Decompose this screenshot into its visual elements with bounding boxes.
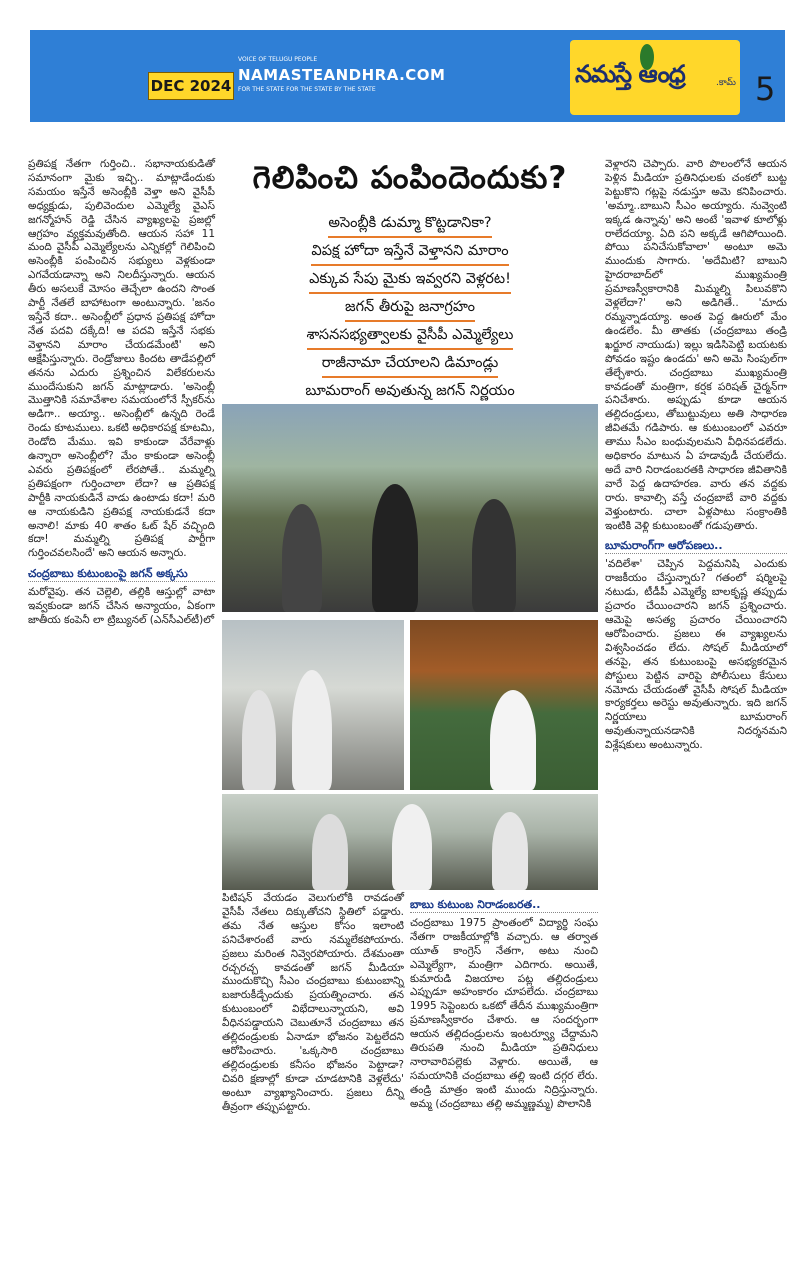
photo-figure: [312, 814, 348, 890]
photo-figure: [372, 484, 418, 612]
article-column-4: [605, 158, 787, 753]
photo-figure: [490, 690, 536, 790]
section-subhead: బాబు కుటుంబ నిరాడంబరత..: [410, 898, 598, 913]
photo-figure: [242, 690, 276, 790]
photo-figure: [282, 504, 322, 612]
photo-figure: [392, 804, 432, 890]
logo-text: నమస్తే ఆంధ్ర: [575, 60, 685, 88]
headline: గెలిపించి పంపిందెందుకు?: [252, 160, 568, 196]
photo-figure: [472, 499, 516, 612]
article-paragraph: చంద్రబాబు 1975 ప్రాంతంలో విద్యార్థి సంఘ నేతగా రాజకీయాల్లోకి వచ్చారు. ఆ తర్వాత యూత్ కాంగ్రెస్ నేతగా, అటు నుంచి ఎమ్మెల్యేగా, మంత్రిగా ఎదిగారు. అయితే, కుమారుడి విజయాల పట్ల తల్లిదండ్రులు ఎప్పుడూ అహంకారం చూపలేదు. చంద్రబాబు 1995 సెప్టెంబరు ఒకటో తేదీన ముఖ్యమంత్రిగా ప్రమాణస్వీకారం చేశారు. ఆ సందర్భంగా ఆయన తల్లిదండ్రులను ఇంటర్వ్యూ చేద్దామని తిరుపతి నుంచి మీడియా ప్రతినిధులు నారావారిపల్లెకు వెళ్లారు. అయితే, ఆ సమయానికి చంద్రబాబు తల్లి ఇంటి దగ్గర లేరు. తండ్రి మాత్రం ఇంటి ముందు నిద్రిస్తున్నారు. అమ్మ (చంద్రబాబు తల్లి అమ్మణ్ణమ్మ) పొలానికి: [410, 916, 598, 1110]
photo-figure: [292, 670, 332, 790]
photo-leader-walk: [222, 620, 404, 790]
article-paragraph: వెళ్లారని చెప్పారు. వారి పొలంలోనే ఆయన పెళ్లిన మీడియా ప్రతినిధులకు చంకలో బుట్ట పెట్టుకొని గట్లపై నడుస్తూ అమె కనిపించారు. 'అమ్మా..బాబుని సీఎం అయ్యారు. నువ్వెంటి ఇక్కడ ఉన్నావు' అని అంటే 'ఇవాళ కూలోళ్లు రాలేదయ్యా. ఏది పని అక్కడే ఆగిపోయింది. పోయి పనిచేసుకోవాలా' అంటూ అమె ముందుకు సాగారు. 'అదేమిటి? బాబుని హైదరాబాద్‌లో ముఖ్యమంత్రి ప్రమాణస్వీకారానికి మిమ్మల్ని పిలువకొని వెళ్లలేదా?' అని అడిగితే.. 'మాదు రమ్మన్నాడయ్యా. అంత పెద్ద ఊరులో మేం ఉండలేం. మీ తాతకు (చంద్రబాబు తండ్రి ఖర్జూర నాయుడు) ఇల్లు ఇడిసిపెట్టి బయటకు పోవడం ఇష్టం ఉండదు' అని అమె సింపుల్‌గా తేల్చేశారు. చంద్రబాబు ముఖ్యమంత్రి కావడంతో మంత్రిగా, కర్షక పరిషత్ చైర్మన్‌గా పనిచేశారు. అప్పుడు కూడా ఆయన తల్లిదండ్రులు, తోబుట్టువులు అతి సాధారణ జీవితమే గడిపారు. ఆ కుటుంబంలో ఎవరూ తాము సీఎం బంధువులమని వీధినపడలేదు. అధికారం మాటున ఏ హడావుడీ చేయలేదు. అదే వారి నిరాడంబరతకి సాధారణ జీవితానికి వారే పెద్ద ఉదాహరణ. వారు తన వద్దకు రారు. కావాల్సి వస్తే చంద్రబాబే వారి వద్దకు వెళ్తుంటారు. చాలా ఏళ్లపాటు సంక్రాంతికి ఇంటికి వెళ్లి కుటుంబంతో గడుపుతారు.: [605, 158, 787, 532]
article-paragraph: ప్రతిపక్ష నేతగా గుర్తించి.. సభానాయకుడితో సమానంగా మైకు ఇచ్చి.. మాట్లాడేందుకు సమయం ఇస్తేనే అసెంబ్లీకి వెళ్తా అని వైసీపీ అధ్యక్షుడు, పులివెందుల ఎమ్మెల్యే వైఎస్ జగన్మోహన్ రెడ్డి చేసిన వ్యాఖ్యలపై ప్రజల్లో ఆగ్రహం వ్యక్తమవుతోంది. ఆయన సహా 11 మంది వైసీపీ ఎమ్మెల్యేలను ఎన్నికల్లో గెలిపించి అసెంబ్లీకి పంపించిన సభ్యులు వెళ్లకుండా ఎగవేయడాన్నా అని నిలదీస్తున్నారు. ఆయన తీరు అసలుకే మోసం తెచ్చేలా ఉందని సొంత పార్టీ నేతలే బాహాటంగా అంటున్నారు. 'జనం ఇస్తేనే కదా.. అసెంబ్లీలో ప్రధాన ప్రతిపక్ష హోదా నేత పదవి దక్కేది! ఆ పదవి ఇస్తేనే సభకు వెళ్తానని మారాం చేయడమేంటి' అని ఆక్షేపిస్తున్నారు. రెండ్రోజులు కిందట తాడేపల్లిలో తనను ఎదురు ప్రశ్నించిన విలేకరులను ముందేసుకుని జగన్ మాట్లాడారు. 'అసెంబ్లీ మొత్తానికి సమావేశాల సమయంలోనే స్పీకర్‌ను అడిగా.. అయ్యా.. అసెంబ్లీలో ఉన్నది రెండే రెండు కూటములు. ఒకటి అధికారపక్ష కూటమి, రెండోది మేము. ఇవి కాకుండా వేరేవాళ్లు ఉన్నారా అసెంబ్లీలో? మేం కాకుండా అసెంబ్లీ ఎవరు ప్రతిపక్షంలో లేరపోతే.. మమ్మల్ని ప్రతిపక్షంగా గుర్తించాలా లేదా? ఆ ప్రతిపక్ష పార్టీకి నాయకుడినే వాడు ఉంటాడు కదా! మరి ఆ నాయకుడిని ప్రతిపక్ష నాయకుడనే కదా అనాలి! మాకు 40 శాతం ఓట్ షేర్ వచ్చింది కదా! మమ్మల్ని ప్రతిపక్ష పార్టీగా గుర్తించవలసిందే' అని ఆయన అన్నారు.: [28, 158, 215, 560]
photo-crowd-assembly: [222, 404, 598, 612]
deck-line: అసెంబ్లీకి డుమ్మా కొట్టడానికా?: [328, 212, 491, 238]
article-column-1: [28, 158, 215, 628]
deck-line: బూమరాంగ్ అవుతున్న జగన్ నిర్ణయం: [305, 380, 514, 406]
article-paragraph: పిటిషన్ వేయడం వెలుగులోకి రావడంతో వైసీపీ నేతలు దిక్కుతోచని స్థితిలో పడ్డారు. తమ నేత ఆస్తుల కోసం ఇలాంటి పనిచేశారంటే వారు నమ్మలేకపోయారు. ప్రజలు మరింత నివ్వెరపోయారు. దేశమంతా రచ్చరచ్చ కావడంతో జగన్ మీడియా ముందుకొచ్చి సీఎం చంద్రబాబు కుటుంబాన్ని బజారుకీడ్చేందుకు ప్రయత్నించారు. తన కుటుంబంలో విభేదాలున్నాయని, అవి వీధినపడ్డాయని చెబుతూనే చంద్రబాబు తన తల్లిదండ్రులకు ఏనాడూ భోజనం పెట్టలేదని ఆరోపించారు. 'ఒక్కసారి చంద్రబాబు తల్లిదండ్రులకు కనీసం భోజనం పెట్టాడా? చివరి క్షణాల్లో కూడా చూడటానికి వెళ్లలేదు' అంటూ వ్యాఖ్యానించారు. ప్రజలు దీన్ని తీవ్రంగా తప్పుపట్టారు.: [222, 892, 404, 1113]
issue-date: DEC 2024: [148, 72, 234, 100]
deck-line: శాసనసభ్యత్వాలకు వైసీపీ ఎమ్మెల్యేలు: [307, 324, 514, 350]
deck-line: రాజీనామా చేయాలని డిమాండ్లు: [322, 352, 498, 378]
logo-com: .కామ్: [716, 78, 736, 88]
masthead: [0, 0, 810, 140]
article-column-3: [410, 892, 598, 1112]
photo-assembly-speech: [410, 620, 598, 790]
article-paragraph: 'వదిలేశా' చెప్పిన పెద్దమనిషి ఎందుకు రాజకీయం చేస్తున్నారు? గతంలో షర్మిలపై నటుడు, టీడీపీ ఎమ్మెల్యే బాలకృష్ణ తప్పుడు ప్రచారం చేయించారని జగన్ ప్రశ్నించారు. ఆమెపై అసత్య ప్రచారం చేయించారని ఆరోపించారు. ప్రజలు ఈ వ్యాఖ్యలను విశ్వసించడం లేదు. సోషల్ మీడియాలో తనపై, తన కుటుంబంపై అసభ్యకరమైన పోస్టులు పెట్టిన వారిపై పోలీసులు కేసులు నమోదు చేయడంతో వైసీపీ సోషల్ మీడియా కార్యకర్తలు అరెస్టు అవుతున్నారు. ఇది జగన్ నిర్ణయాలు బూమరాంగ్ అవుతున్నాయనడానికి నిదర్శనమని విశ్లేషకులు అంటున్నారు.: [605, 558, 787, 752]
section-subhead: చంద్రబాబు కుటుంబంపై జగన్ అక్కసు: [28, 567, 215, 582]
photo-figure: [492, 812, 528, 890]
section-subhead: బూమరాంగ్‌గా ఆరోపణలు..: [605, 539, 787, 554]
deck-line: ఎక్కువ సేపు మైకు ఇవ్వరని వెళ్లరట!: [309, 268, 511, 294]
brand-voice: VOICE OF TELUGU PEOPLE: [238, 56, 318, 63]
photo-press-meet: [222, 794, 598, 890]
article-paragraph: మరోవైపు. తన చెల్లెలి, తల్లికి ఆస్తుల్లో వాటా ఇవ్వకుండా జగన్ చేసిన అన్యాయం, ఏకంగా జాతీయ కంపెనీ లా ట్రిబ్యునల్ (ఎన్‌సీఎల్‌టీ)లో: [28, 586, 215, 626]
deck-block: [222, 212, 598, 408]
page-number: 5: [755, 70, 776, 108]
article-column-2: [222, 892, 404, 1115]
deck-line: విపక్ష హోదా ఇస్తేనే వెళ్తానని మారాం: [311, 240, 508, 266]
brand-tagline: FOR THE STATE FOR THE STATE BY THE STATE: [238, 86, 376, 93]
brand-name: NAMASTEANDHRA.COM: [238, 66, 446, 84]
deck-line: జగన్ తీరుపై జనాగ్రహం: [345, 296, 475, 322]
